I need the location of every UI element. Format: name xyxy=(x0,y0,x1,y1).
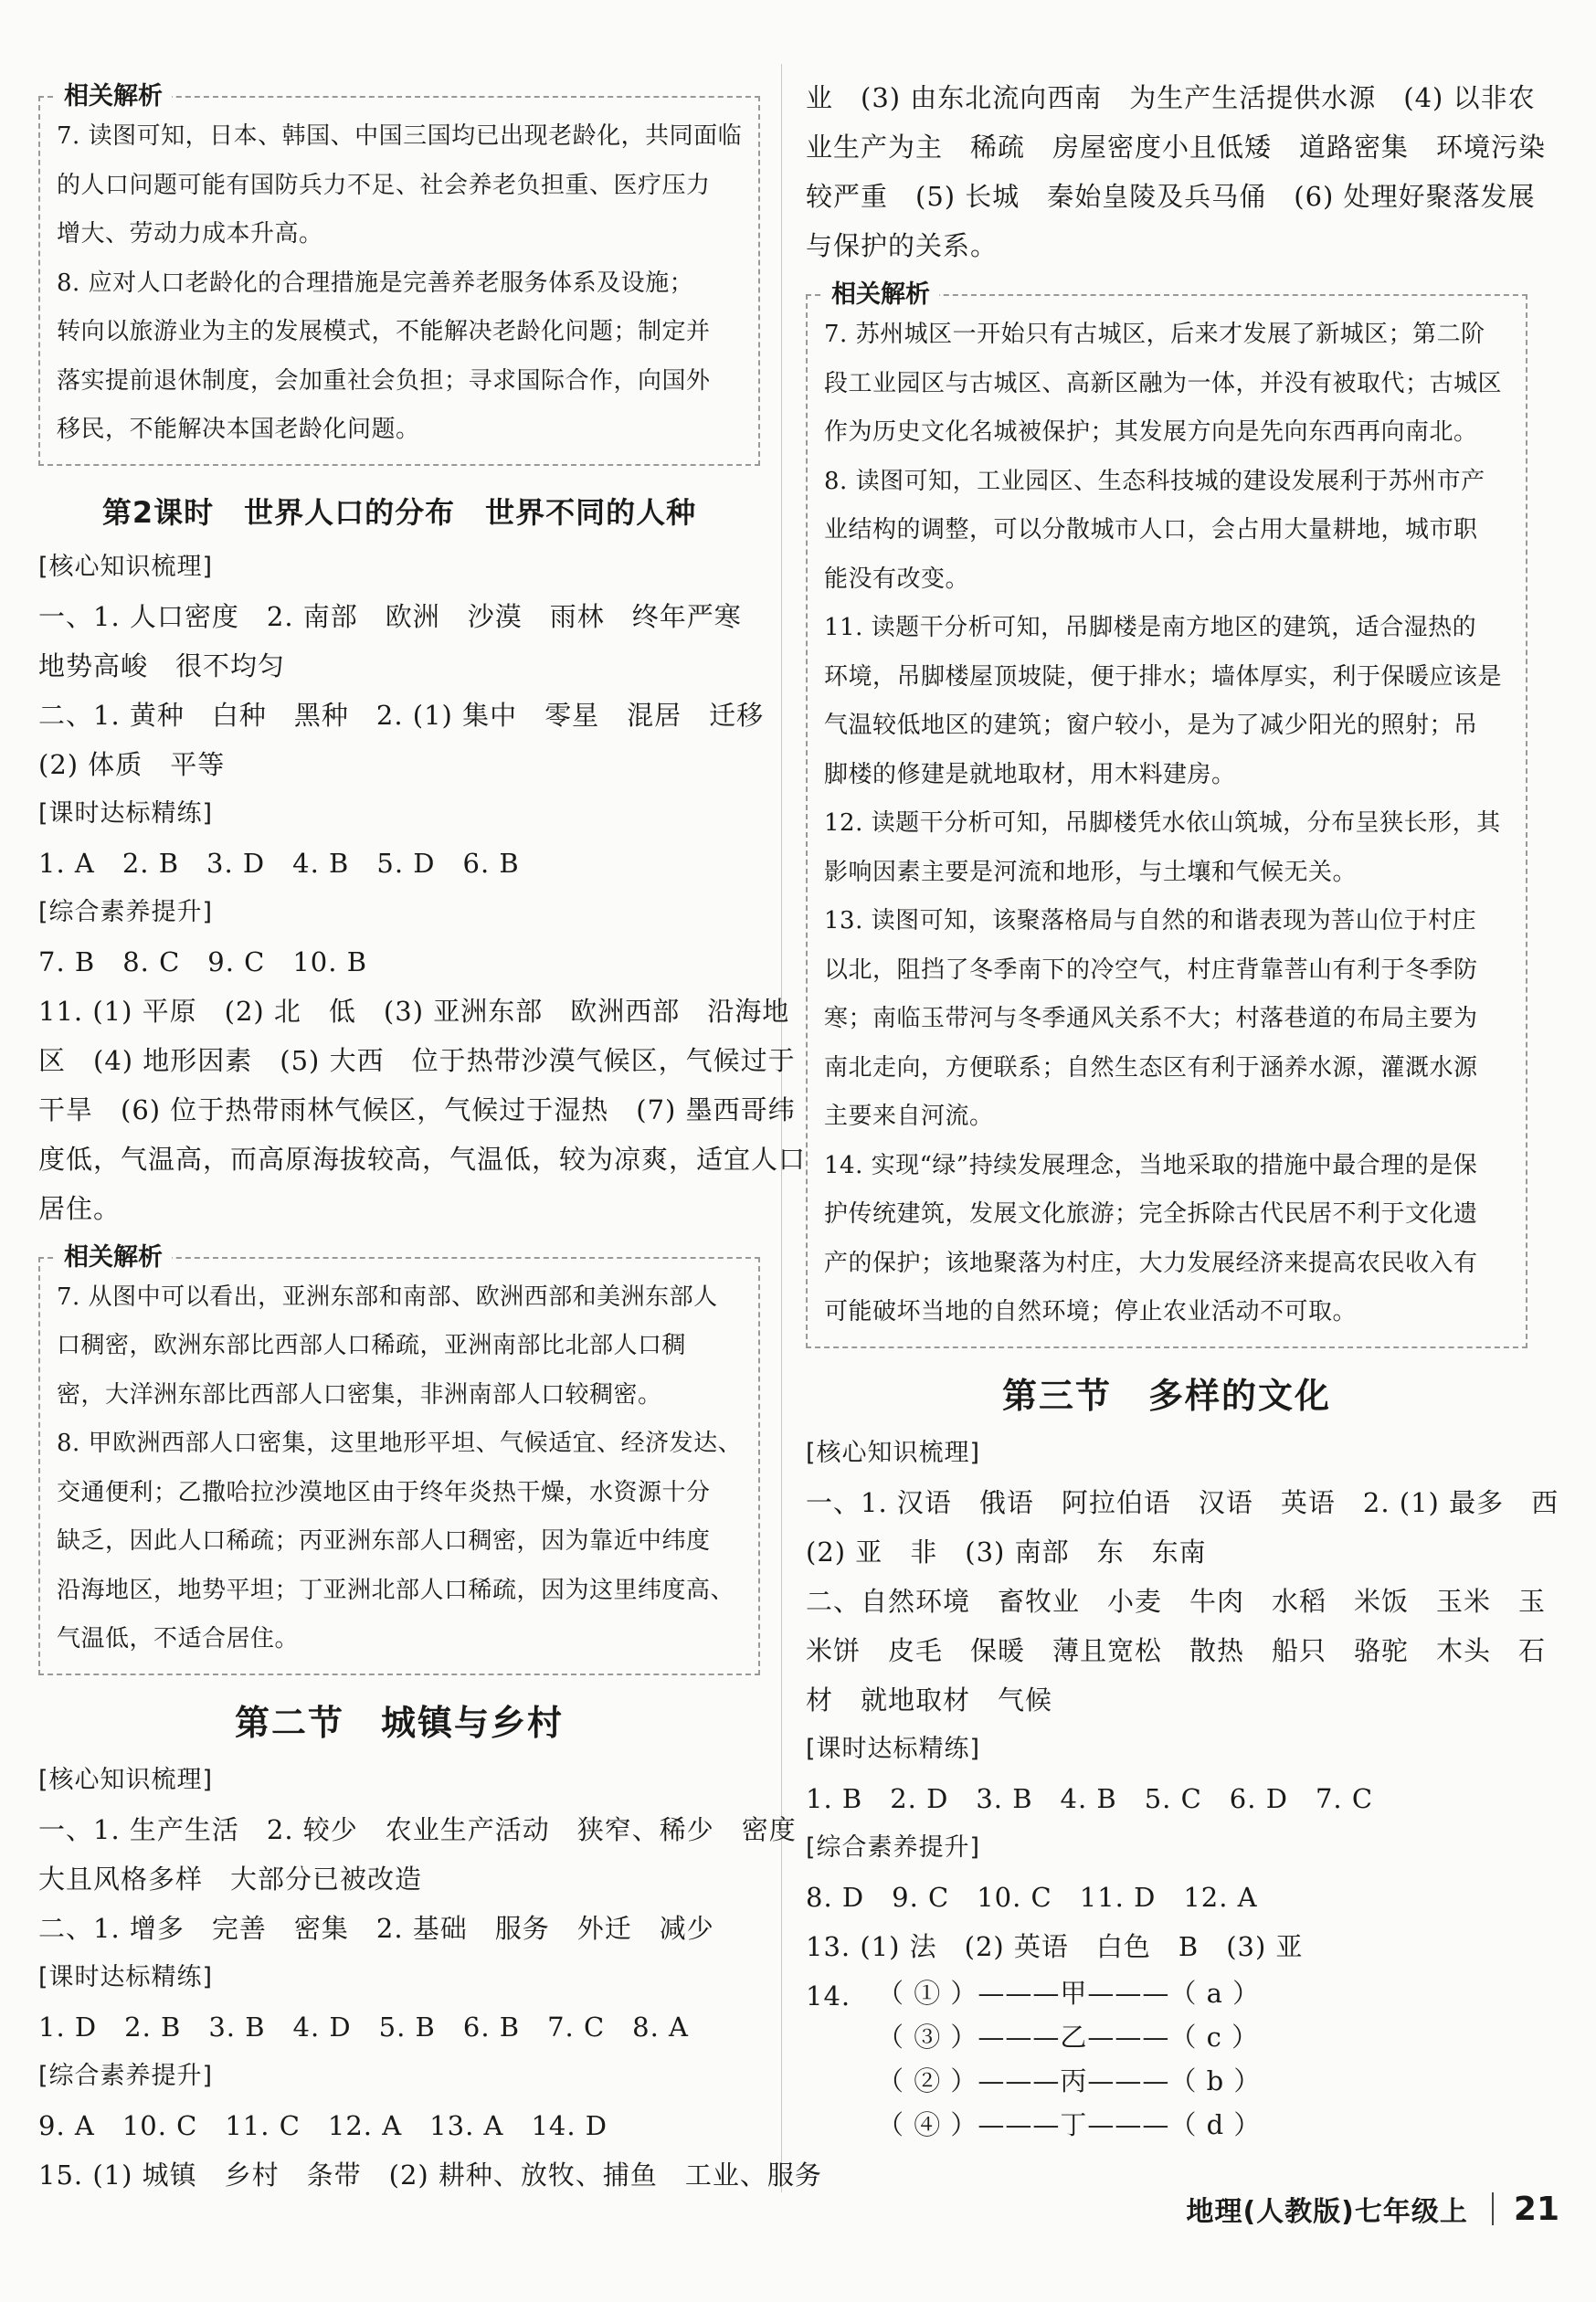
lesson-title: 第2课时 世界人口的分布 世界不同的人种 xyxy=(101,494,697,530)
answer-line: 7. B 8. C 9. C 10. B xyxy=(38,945,367,977)
answer-line: 15. (1) 城镇 乡村 条带 (2) 耕种、放牧、捕鱼 工业、服务 xyxy=(38,2159,822,2191)
analysis-line: 落实提前退休制度，会加重社会负担；寻求国际合作，向国外 xyxy=(57,366,711,395)
column-divider xyxy=(781,64,782,2192)
answer-line: 地势高峻 很不均匀 xyxy=(38,649,286,681)
analysis-line: 脚楼的修建是就地取材，用木料建房。 xyxy=(824,760,1236,788)
analysis-line: 产的保护；该地聚落为村庄，大力发展经济来提高农民收入有 xyxy=(824,1249,1478,1277)
analysis-line: 护传统建筑，发展文化旅游；完全拆除古代民居不利于文化遗 xyxy=(824,1200,1478,1228)
analysis-box-3 xyxy=(806,280,1527,1348)
section-title: 第三节 多样的文化 xyxy=(1001,1375,1331,1416)
answer-line: (2) 体质 平等 xyxy=(38,748,226,780)
section-tag: [课时达标精练] xyxy=(38,798,214,828)
analysis-line: 影响因素主要是河流和地形，与土壤和气候无关。 xyxy=(824,858,1358,886)
section-tag: [综合素养提升] xyxy=(806,1832,981,1862)
footer-separator xyxy=(1492,2192,1494,2225)
answer-line: 米饼 皮毛 保暖 薄且宽松 散热 船只 骆驼 木头 石 xyxy=(806,1634,1547,1666)
analysis-box-title: 相关解析 xyxy=(822,280,939,311)
answer-line: 1. B 2. D 3. B 4. B 5. C 6. D 7. C xyxy=(806,1782,1374,1814)
analysis-line: 缺乏，因此人口稀疏；丙亚洲东部人口稠密，因为靠近中纬度 xyxy=(57,1527,711,1555)
answer-line: 与保护的关系。 xyxy=(806,230,999,261)
answer-line: 干旱 (6) 位于热带雨林气候区，气候过于湿热 (7) 墨西哥纬 xyxy=(38,1093,796,1125)
answer-line: 一、1. 人口密度 2. 南部 欧洲 沙漠 雨林 终年严寒 xyxy=(38,600,742,632)
right-column xyxy=(806,73,1559,2147)
section-tag: [核心知识梳理] xyxy=(38,1765,214,1794)
analysis-line: 寒；南临玉带河与冬季通风关系不大；村落巷道的布局主要为 xyxy=(824,1005,1478,1032)
analysis-box-title: 相关解析 xyxy=(55,1242,172,1273)
page-number: 21 xyxy=(1513,2190,1559,2228)
answer-line: 9. A 10. C 11. C 12. A 13. A 14. D xyxy=(38,2109,608,2141)
analysis-line: 作为历史文化名城被保护；其发展方向是先向东西再向南北。 xyxy=(824,418,1478,446)
analysis-line: 沿海地区，地势平坦；丁亚洲北部人口稀疏，因为这里纬度高、 xyxy=(57,1576,735,1604)
analysis-line: 气温低，不适合居住。 xyxy=(57,1625,300,1653)
analysis-line: 增大、劳动力成本升高。 xyxy=(57,220,323,248)
answer-line: 材 就地取材 气候 xyxy=(806,1684,1053,1716)
answer-line: 1. D 2. B 3. B 4. D 5. B 6. B 7. C 8. A xyxy=(38,2011,689,2043)
analysis-line: 8. 应对人口老龄化的合理措施是完善养老服务体系及设施； xyxy=(57,269,694,297)
answer-line: 一、1. 汉语 俄语 阿拉伯语 汉语 英语 2. (1) 最多 西 xyxy=(806,1486,1559,1518)
answer-line: 11. (1) 平原 (2) 北 低 (3) 亚洲东部 欧洲西部 沿海地 xyxy=(38,995,790,1027)
analysis-line: 南北走向，方便联系；自然生态区有利于涵养水源，灌溉水源 xyxy=(824,1053,1478,1082)
section-tag: [课时达标精练] xyxy=(38,1962,214,1991)
answer-line: 8. D 9. C 10. C 11. D 12. A xyxy=(806,1881,1258,1913)
answer-line: 居住。 xyxy=(38,1192,122,1224)
analysis-line: 8. 甲欧洲西部人口密集，这里地形平坦、气候适宜、经济发达、 xyxy=(57,1430,743,1457)
answer-line: 一、1. 生产生活 2. 较少 农业生产活动 狭窄、稀少 密度 xyxy=(38,1813,797,1845)
answer-line: 二、1. 黄种 白种 黑种 2. (1) 集中 零星 混居 迁移 xyxy=(38,699,765,731)
analysis-line: 业结构的调整，可以分散城市人口，会占用大量耕地，城市职 xyxy=(824,516,1478,544)
analysis-line: 13. 读图可知，该聚落格局与自然的和谐表现为菩山位于村庄 xyxy=(824,907,1477,935)
analysis-line: 的人口问题可能有国防兵力不足、社会养老负担重、医疗压力 xyxy=(57,171,711,199)
page-footer xyxy=(1186,2183,1559,2234)
answer-line: 业生产为主 稀疏 房屋密度小且低矮 道路密集 环境污染 xyxy=(806,132,1547,163)
answer-line: 区 (4) 地形因素 (5) 大西 位于热带沙漠气候区，气候过于 xyxy=(38,1044,796,1076)
answer-line: 1. A 2. B 3. D 4. B 5. D 6. B xyxy=(38,847,520,879)
analysis-box-1 xyxy=(38,82,760,466)
analysis-line: 密，大洋洲东部比西部人口密集，非洲南部人口较稠密。 xyxy=(57,1380,662,1409)
answer-line: 二、1. 增多 完善 密集 2. 基础 服务 外迁 减少 xyxy=(38,1912,714,1944)
matching-row: （ ① ）———甲———（ a ） xyxy=(877,1977,1261,2009)
analysis-line: 12. 读题干分析可知，吊脚楼凭水依山筑城，分布呈狭长形，其 xyxy=(824,809,1501,837)
analysis-line: 能没有改变。 xyxy=(824,565,970,593)
analysis-box-title: 相关解析 xyxy=(55,81,172,112)
analysis-line: 环境，吊脚楼屋顶坡陡，便于排水；墙体厚实，利于保暖应该是 xyxy=(824,662,1503,691)
section-tag: [核心知识梳理] xyxy=(806,1438,981,1467)
analysis-line: 7. 从图中可以看出，亚洲东部和南部、欧洲西部和美洲东部人 xyxy=(57,1283,718,1311)
answer-line: (2) 亚 非 (3) 南部 东 东南 xyxy=(806,1536,1207,1568)
analysis-line: 11. 读题干分析可知，吊脚楼是南方地区的建筑，适合湿热的 xyxy=(824,614,1477,641)
answer-line: 度低，气温高，而高原海拔较高，气温低，较为凉爽，适宜人口 xyxy=(38,1143,807,1175)
question-number: 14. xyxy=(806,1980,851,2012)
answer-line: 13. (1) 法 (2) 英语 白色 B (3) 亚 xyxy=(806,1930,1304,1962)
analysis-line: 可能破坏当地的自然环境；停止农业活动不可取。 xyxy=(824,1298,1358,1325)
analysis-line: 移民，不能解决本国老龄化问题。 xyxy=(57,416,420,443)
analysis-line: 段工业园区与古城区、高新区融为一体，并没有被取代；古城区 xyxy=(824,369,1503,397)
matching-row: （ ③ ）———乙———（ c ） xyxy=(877,2021,1260,2053)
footer-subject: 地理(人教版)七年级上 xyxy=(1186,2196,1468,2228)
analysis-line: 转向以旅游业为主的发展模式，不能解决老龄化问题；制定并 xyxy=(57,318,711,345)
section-tag: [核心知识梳理] xyxy=(38,552,214,581)
analysis-line: 以北，阻挡了冬季南下的冷空气，村庄背靠菩山有利于冬季防 xyxy=(824,956,1478,984)
analysis-box-2 xyxy=(38,1242,760,1675)
answer-line: 业 (3) 由东北流向西南 为生产生活提供水源 (4) 以非农 xyxy=(806,82,1536,113)
answer-line: 大且风格多样 大部分已被改造 xyxy=(38,1863,423,1895)
analysis-line: 14. 实现“绿”持续发展理念，当地采取的措施中最合理的是保 xyxy=(824,1151,1478,1179)
section-tag: [课时达标精练] xyxy=(806,1734,981,1763)
analysis-line: 8. 读图可知，工业园区、生态科技城的建设发展利于苏州市产 xyxy=(824,467,1485,495)
analysis-line: 气温较低地区的建筑；窗户较小，是为了减少阳光的照射；吊 xyxy=(824,712,1478,739)
analysis-line: 主要来自河流。 xyxy=(824,1103,994,1130)
matching-row: （ ④ ）———丁———（ d ） xyxy=(877,2108,1262,2140)
answer-line: 二、自然环境 畜牧业 小麦 牛肉 水稻 米饭 玉米 玉 xyxy=(806,1585,1547,1617)
answer-line: 较严重 (5) 长城 秦始皇陵及兵马俑 (6) 处理好聚落发展 xyxy=(806,181,1536,212)
analysis-line: 7. 读图可知，日本、韩国、中国三国均已出现老龄化，共同面临 xyxy=(57,122,743,150)
section-tag: [综合素养提升] xyxy=(38,2061,214,2090)
section-title: 第二节 城镇与乡村 xyxy=(234,1702,564,1743)
analysis-line: 交通便利；乙撒哈拉沙漠地区由于终年炎热干燥，水资源十分 xyxy=(57,1478,711,1506)
analysis-line: 7. 苏州城区一开始只有古城区，后来才发展了新城区；第二阶 xyxy=(824,321,1485,348)
left-column xyxy=(38,82,822,2200)
section-tag: [综合素养提升] xyxy=(38,897,214,926)
matching-row: （ ② ）———丙———（ b ） xyxy=(877,2064,1262,2096)
analysis-line: 口稠密，欧洲东部比西部人口稀疏，亚洲南部比北部人口稠 xyxy=(57,1332,687,1359)
matching-answer xyxy=(806,1971,1527,2147)
